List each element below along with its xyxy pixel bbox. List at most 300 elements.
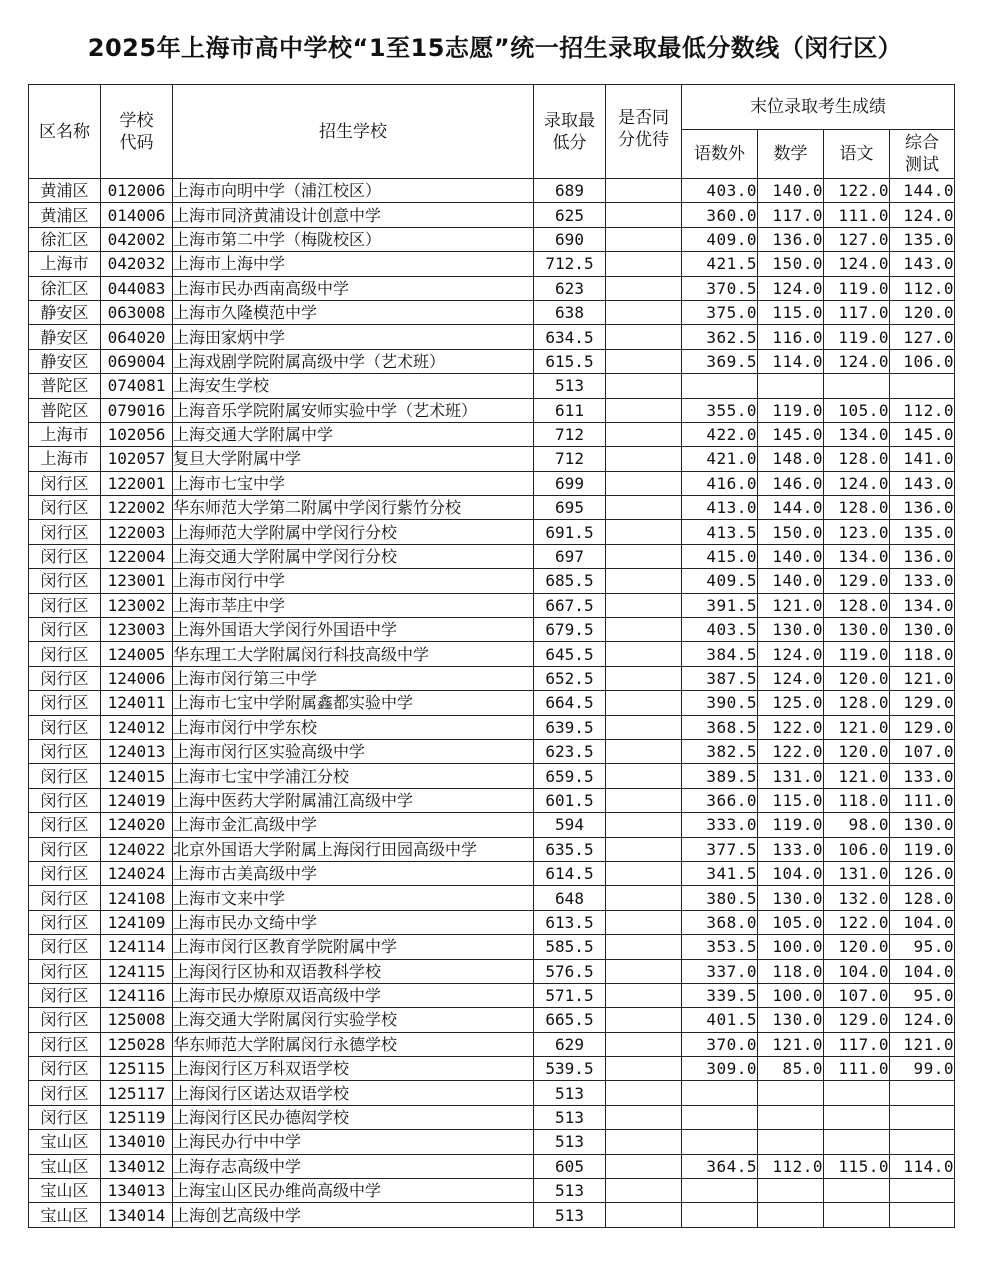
math-score-cell: 122.0 bbox=[758, 739, 824, 763]
math-score-cell: 100.0 bbox=[758, 935, 824, 959]
math-score-cell bbox=[758, 1179, 824, 1203]
school-name-cell: 上海市同济黄浦设计创意中学 bbox=[173, 203, 534, 227]
math-score-cell: 144.0 bbox=[758, 496, 824, 520]
comprehensive-score-cell: 133.0 bbox=[890, 569, 955, 593]
school-name-cell: 上海市古美高级中学 bbox=[173, 861, 534, 885]
min-score-cell: 513 bbox=[534, 1203, 606, 1227]
math-score-cell: 104.0 bbox=[758, 861, 824, 885]
same-priority-cell bbox=[606, 861, 682, 885]
yswy-score-cell: 403.5 bbox=[682, 618, 758, 642]
district-cell: 闵行区 bbox=[29, 1032, 101, 1056]
code-cell: 125119 bbox=[101, 1105, 173, 1129]
comprehensive-score-cell: 104.0 bbox=[890, 959, 955, 983]
yswy-score-cell: 370.5 bbox=[682, 276, 758, 300]
header-row bbox=[29, 85, 955, 130]
header-school: 招生学校 bbox=[173, 85, 534, 179]
table-row bbox=[29, 959, 955, 983]
same-priority-cell bbox=[606, 252, 682, 276]
school-name-cell: 上海戏剧学院附属高级中学（艺术班） bbox=[173, 349, 534, 373]
school-name-cell: 上海市闵行区教育学院附属中学 bbox=[173, 935, 534, 959]
yswy-score-cell: 341.5 bbox=[682, 861, 758, 885]
same-priority-cell bbox=[606, 837, 682, 861]
district-cell: 静安区 bbox=[29, 300, 101, 324]
table-row bbox=[29, 569, 955, 593]
same-priority-cell bbox=[606, 569, 682, 593]
same-priority-cell bbox=[606, 520, 682, 544]
math-score-cell: 140.0 bbox=[758, 569, 824, 593]
math-score-cell: 119.0 bbox=[758, 813, 824, 837]
yswy-score-cell: 380.5 bbox=[682, 886, 758, 910]
table-row bbox=[29, 276, 955, 300]
district-cell: 闵行区 bbox=[29, 569, 101, 593]
table-row bbox=[29, 1032, 955, 1056]
table-row bbox=[29, 179, 955, 203]
yswy-score-cell: 384.5 bbox=[682, 642, 758, 666]
table-row bbox=[29, 227, 955, 251]
yswy-score-cell bbox=[682, 1105, 758, 1129]
same-priority-cell bbox=[606, 715, 682, 739]
min-score-cell: 513 bbox=[534, 1081, 606, 1105]
school-name-cell: 上海市闵行中学东校 bbox=[173, 715, 534, 739]
yswy-score-cell: 403.0 bbox=[682, 179, 758, 203]
same-priority-cell bbox=[606, 1032, 682, 1056]
code-cell: 124012 bbox=[101, 715, 173, 739]
code-cell: 122001 bbox=[101, 471, 173, 495]
code-cell: 042032 bbox=[101, 252, 173, 276]
table-row bbox=[29, 837, 955, 861]
same-priority-cell bbox=[606, 1130, 682, 1154]
yswy-score-cell: 377.5 bbox=[682, 837, 758, 861]
district-cell: 闵行区 bbox=[29, 813, 101, 837]
yswy-score-cell: 309.0 bbox=[682, 1057, 758, 1081]
school-name-cell: 上海存志高级中学 bbox=[173, 1154, 534, 1178]
comprehensive-score-cell bbox=[890, 1203, 955, 1227]
chinese-score-cell bbox=[824, 1130, 890, 1154]
yswy-score-cell: 364.5 bbox=[682, 1154, 758, 1178]
page-title: 2025年上海市高中学校“1至15志愿”统一招生录取最低分数线（闵行区） bbox=[87, 34, 903, 62]
min-score-cell: 712.5 bbox=[534, 252, 606, 276]
comprehensive-score-cell: 112.0 bbox=[890, 276, 955, 300]
min-score-cell: 513 bbox=[534, 1130, 606, 1154]
same-priority-cell bbox=[606, 935, 682, 959]
same-priority-cell bbox=[606, 813, 682, 837]
math-score-cell: 117.0 bbox=[758, 203, 824, 227]
table-row bbox=[29, 300, 955, 324]
school-name-cell: 上海市民办文绮中学 bbox=[173, 910, 534, 934]
chinese-score-cell: 121.0 bbox=[824, 764, 890, 788]
yswy-score-cell: 409.5 bbox=[682, 569, 758, 593]
district-cell: 闵行区 bbox=[29, 618, 101, 642]
min-score-cell: 645.5 bbox=[534, 642, 606, 666]
code-cell: 124005 bbox=[101, 642, 173, 666]
min-score-cell: 667.5 bbox=[534, 593, 606, 617]
district-cell: 闵行区 bbox=[29, 886, 101, 910]
comprehensive-score-cell: 144.0 bbox=[890, 179, 955, 203]
school-name-cell: 上海闵行区协和双语教科学校 bbox=[173, 959, 534, 983]
code-cell: 134014 bbox=[101, 1203, 173, 1227]
school-name-cell: 上海安生学校 bbox=[173, 374, 534, 398]
code-cell: 102056 bbox=[101, 422, 173, 446]
min-score-cell: 615.5 bbox=[534, 349, 606, 373]
district-cell: 普陀区 bbox=[29, 398, 101, 422]
min-score-cell: 679.5 bbox=[534, 618, 606, 642]
yswy-score-cell: 401.5 bbox=[682, 1008, 758, 1032]
min-score-cell: 513 bbox=[534, 1105, 606, 1129]
school-name-cell: 上海交通大学附属闵行实验学校 bbox=[173, 1008, 534, 1032]
math-score-cell: 145.0 bbox=[758, 422, 824, 446]
yswy-score-cell: 353.5 bbox=[682, 935, 758, 959]
min-score-cell: 648 bbox=[534, 886, 606, 910]
yswy-score-cell bbox=[682, 1081, 758, 1105]
chinese-score-cell bbox=[824, 1105, 890, 1129]
district-cell: 闵行区 bbox=[29, 666, 101, 690]
comprehensive-score-cell bbox=[890, 1130, 955, 1154]
math-score-cell: 124.0 bbox=[758, 276, 824, 300]
school-name-cell: 上海闵行区诺达双语学校 bbox=[173, 1081, 534, 1105]
code-cell: 134012 bbox=[101, 1154, 173, 1178]
comprehensive-score-cell: 135.0 bbox=[890, 227, 955, 251]
school-name-cell: 上海音乐学院附属安师实验中学（艺术班） bbox=[173, 398, 534, 422]
comprehensive-score-cell bbox=[890, 1105, 955, 1129]
same-priority-cell bbox=[606, 1057, 682, 1081]
code-cell: 124011 bbox=[101, 691, 173, 715]
min-score-cell: 638 bbox=[534, 300, 606, 324]
table-row bbox=[29, 1154, 955, 1178]
same-priority-cell bbox=[606, 1081, 682, 1105]
comprehensive-score-cell: 114.0 bbox=[890, 1154, 955, 1178]
math-score-cell: 100.0 bbox=[758, 983, 824, 1007]
math-score-cell bbox=[758, 1081, 824, 1105]
header-district: 区名称 bbox=[29, 85, 101, 179]
same-priority-cell bbox=[606, 422, 682, 446]
district-cell: 闵行区 bbox=[29, 715, 101, 739]
math-score-cell: 121.0 bbox=[758, 593, 824, 617]
district-cell: 上海市 bbox=[29, 422, 101, 446]
chinese-score-cell: 107.0 bbox=[824, 983, 890, 1007]
table-row bbox=[29, 886, 955, 910]
district-cell: 闵行区 bbox=[29, 520, 101, 544]
yswy-score-cell: 416.0 bbox=[682, 471, 758, 495]
same-priority-cell bbox=[606, 203, 682, 227]
header-same-priority: 是否同分优待 bbox=[606, 85, 682, 179]
table-row bbox=[29, 252, 955, 276]
code-cell: 014006 bbox=[101, 203, 173, 227]
math-score-cell bbox=[758, 1105, 824, 1129]
yswy-score-cell: 413.0 bbox=[682, 496, 758, 520]
score-table bbox=[28, 84, 955, 1228]
chinese-score-cell bbox=[824, 374, 890, 398]
same-priority-cell bbox=[606, 983, 682, 1007]
table-row bbox=[29, 349, 955, 373]
district-cell: 闵行区 bbox=[29, 471, 101, 495]
yswy-score-cell: 339.5 bbox=[682, 983, 758, 1007]
yswy-score-cell: 362.5 bbox=[682, 325, 758, 349]
chinese-score-cell: 131.0 bbox=[824, 861, 890, 885]
chinese-score-cell bbox=[824, 1179, 890, 1203]
table-row bbox=[29, 1130, 955, 1154]
comprehensive-score-cell: 111.0 bbox=[890, 788, 955, 812]
code-cell: 134013 bbox=[101, 1179, 173, 1203]
comprehensive-score-cell: 136.0 bbox=[890, 544, 955, 568]
min-score-cell: 697 bbox=[534, 544, 606, 568]
yswy-score-cell: 421.0 bbox=[682, 447, 758, 471]
math-score-cell: 131.0 bbox=[758, 764, 824, 788]
math-score-cell: 124.0 bbox=[758, 642, 824, 666]
same-priority-cell bbox=[606, 1105, 682, 1129]
district-cell: 闵行区 bbox=[29, 837, 101, 861]
math-score-cell: 85.0 bbox=[758, 1057, 824, 1081]
district-cell: 宝山区 bbox=[29, 1154, 101, 1178]
comprehensive-score-cell: 121.0 bbox=[890, 1032, 955, 1056]
same-priority-cell bbox=[606, 788, 682, 812]
same-priority-cell bbox=[606, 739, 682, 763]
same-priority-cell bbox=[606, 544, 682, 568]
code-cell: 134010 bbox=[101, 1130, 173, 1154]
district-cell: 黄浦区 bbox=[29, 203, 101, 227]
min-score-cell: 659.5 bbox=[534, 764, 606, 788]
comprehensive-score-cell bbox=[890, 1081, 955, 1105]
school-name-cell: 上海师范大学附属中学闵行分校 bbox=[173, 520, 534, 544]
same-priority-cell bbox=[606, 618, 682, 642]
comprehensive-score-cell: 112.0 bbox=[890, 398, 955, 422]
comprehensive-score-cell: 136.0 bbox=[890, 496, 955, 520]
math-score-cell: 115.0 bbox=[758, 300, 824, 324]
chinese-score-cell: 117.0 bbox=[824, 1032, 890, 1056]
min-score-cell: 685.5 bbox=[534, 569, 606, 593]
chinese-score-cell: 105.0 bbox=[824, 398, 890, 422]
comprehensive-score-cell: 126.0 bbox=[890, 861, 955, 885]
school-name-cell: 上海市向明中学（浦江校区） bbox=[173, 179, 534, 203]
school-name-cell: 华东师范大学附属闵行永德学校 bbox=[173, 1032, 534, 1056]
chinese-score-cell: 127.0 bbox=[824, 227, 890, 251]
comprehensive-score-cell: 145.0 bbox=[890, 422, 955, 446]
yswy-score-cell: 368.0 bbox=[682, 910, 758, 934]
district-cell: 闵行区 bbox=[29, 1008, 101, 1032]
header-code: 学校代码 bbox=[101, 85, 173, 179]
same-priority-cell bbox=[606, 1008, 682, 1032]
same-priority-cell bbox=[606, 496, 682, 520]
chinese-score-cell bbox=[824, 1203, 890, 1227]
chinese-score-cell: 123.0 bbox=[824, 520, 890, 544]
school-name-cell: 上海田家炳中学 bbox=[173, 325, 534, 349]
math-score-cell: 119.0 bbox=[758, 398, 824, 422]
school-name-cell: 上海外国语大学闵行外国语中学 bbox=[173, 618, 534, 642]
chinese-score-cell: 130.0 bbox=[824, 618, 890, 642]
header-chinese: 语文 bbox=[824, 130, 890, 179]
code-cell: 122003 bbox=[101, 520, 173, 544]
district-cell: 徐汇区 bbox=[29, 276, 101, 300]
min-score-cell: 695 bbox=[534, 496, 606, 520]
math-score-cell bbox=[758, 374, 824, 398]
min-score-cell: 594 bbox=[534, 813, 606, 837]
district-cell: 闵行区 bbox=[29, 935, 101, 959]
code-cell: 123001 bbox=[101, 569, 173, 593]
table-row bbox=[29, 983, 955, 1007]
min-score-cell: 635.5 bbox=[534, 837, 606, 861]
header-comprehensive: 综合测试 bbox=[890, 130, 955, 179]
header-last-admitted-group: 末位录取考生成绩 bbox=[682, 85, 955, 130]
table-row bbox=[29, 788, 955, 812]
math-score-cell: 124.0 bbox=[758, 666, 824, 690]
chinese-score-cell: 128.0 bbox=[824, 593, 890, 617]
same-priority-cell bbox=[606, 1203, 682, 1227]
same-priority-cell bbox=[606, 447, 682, 471]
min-score-cell: 712 bbox=[534, 422, 606, 446]
chinese-score-cell bbox=[824, 1081, 890, 1105]
chinese-score-cell: 120.0 bbox=[824, 666, 890, 690]
yswy-score-cell: 337.0 bbox=[682, 959, 758, 983]
same-priority-cell bbox=[606, 886, 682, 910]
school-name-cell: 上海市金汇高级中学 bbox=[173, 813, 534, 837]
school-name-cell: 上海闵行区万科双语学校 bbox=[173, 1057, 534, 1081]
same-priority-cell bbox=[606, 349, 682, 373]
same-priority-cell bbox=[606, 374, 682, 398]
comprehensive-score-cell: 104.0 bbox=[890, 910, 955, 934]
code-cell: 012006 bbox=[101, 179, 173, 203]
min-score-cell: 699 bbox=[534, 471, 606, 495]
comprehensive-score-cell: 143.0 bbox=[890, 252, 955, 276]
min-score-cell: 629 bbox=[534, 1032, 606, 1056]
code-cell: 123002 bbox=[101, 593, 173, 617]
code-cell: 122002 bbox=[101, 496, 173, 520]
code-cell: 125117 bbox=[101, 1081, 173, 1105]
chinese-score-cell: 120.0 bbox=[824, 739, 890, 763]
chinese-score-cell: 128.0 bbox=[824, 496, 890, 520]
min-score-cell: 665.5 bbox=[534, 1008, 606, 1032]
same-priority-cell bbox=[606, 300, 682, 324]
code-cell: 124019 bbox=[101, 788, 173, 812]
table-row bbox=[29, 1179, 955, 1203]
yswy-score-cell: 415.0 bbox=[682, 544, 758, 568]
yswy-score-cell: 390.5 bbox=[682, 691, 758, 715]
table-row bbox=[29, 813, 955, 837]
chinese-score-cell: 111.0 bbox=[824, 1057, 890, 1081]
same-priority-cell bbox=[606, 642, 682, 666]
yswy-score-cell: 389.5 bbox=[682, 764, 758, 788]
math-score-cell: 116.0 bbox=[758, 325, 824, 349]
district-cell: 闵行区 bbox=[29, 959, 101, 983]
chinese-score-cell: 104.0 bbox=[824, 959, 890, 983]
chinese-score-cell: 111.0 bbox=[824, 203, 890, 227]
math-score-cell bbox=[758, 1130, 824, 1154]
chinese-score-cell: 124.0 bbox=[824, 349, 890, 373]
chinese-score-cell: 132.0 bbox=[824, 886, 890, 910]
district-cell: 闵行区 bbox=[29, 788, 101, 812]
district-cell: 上海市 bbox=[29, 447, 101, 471]
comprehensive-score-cell bbox=[890, 374, 955, 398]
school-name-cell: 复旦大学附属中学 bbox=[173, 447, 534, 471]
school-name-cell: 上海中医药大学附属浦江高级中学 bbox=[173, 788, 534, 812]
code-cell: 044083 bbox=[101, 276, 173, 300]
same-priority-cell bbox=[606, 910, 682, 934]
table-row bbox=[29, 496, 955, 520]
district-cell: 闵行区 bbox=[29, 1081, 101, 1105]
table-row bbox=[29, 764, 955, 788]
chinese-score-cell: 106.0 bbox=[824, 837, 890, 861]
same-priority-cell bbox=[606, 764, 682, 788]
same-priority-cell bbox=[606, 179, 682, 203]
min-score-cell: 613.5 bbox=[534, 910, 606, 934]
yswy-score-cell: 366.0 bbox=[682, 788, 758, 812]
yswy-score-cell: 387.5 bbox=[682, 666, 758, 690]
district-cell: 静安区 bbox=[29, 349, 101, 373]
chinese-score-cell: 119.0 bbox=[824, 642, 890, 666]
table-row bbox=[29, 325, 955, 349]
same-priority-cell bbox=[606, 1179, 682, 1203]
math-score-cell: 122.0 bbox=[758, 715, 824, 739]
table-row bbox=[29, 739, 955, 763]
school-name-cell: 上海市闵行中学 bbox=[173, 569, 534, 593]
same-priority-cell bbox=[606, 398, 682, 422]
yswy-score-cell bbox=[682, 374, 758, 398]
same-priority-cell bbox=[606, 666, 682, 690]
comprehensive-score-cell: 127.0 bbox=[890, 325, 955, 349]
comprehensive-score-cell: 95.0 bbox=[890, 935, 955, 959]
yswy-score-cell: 409.0 bbox=[682, 227, 758, 251]
school-name-cell: 上海市民办燎原双语高级中学 bbox=[173, 983, 534, 1007]
chinese-score-cell: 119.0 bbox=[824, 325, 890, 349]
chinese-score-cell: 129.0 bbox=[824, 1008, 890, 1032]
min-score-cell: 585.5 bbox=[534, 935, 606, 959]
code-cell: 125008 bbox=[101, 1008, 173, 1032]
table-row bbox=[29, 1008, 955, 1032]
math-score-cell: 121.0 bbox=[758, 1032, 824, 1056]
code-cell: 124115 bbox=[101, 959, 173, 983]
chinese-score-cell: 119.0 bbox=[824, 276, 890, 300]
comprehensive-score-cell: 107.0 bbox=[890, 739, 955, 763]
comprehensive-score-cell: 118.0 bbox=[890, 642, 955, 666]
school-name-cell: 上海市莘庄中学 bbox=[173, 593, 534, 617]
district-cell: 上海市 bbox=[29, 252, 101, 276]
same-priority-cell bbox=[606, 593, 682, 617]
district-cell: 闵行区 bbox=[29, 861, 101, 885]
math-score-cell: 130.0 bbox=[758, 618, 824, 642]
table-row bbox=[29, 1081, 955, 1105]
school-name-cell: 上海交通大学附属中学 bbox=[173, 422, 534, 446]
comprehensive-score-cell: 130.0 bbox=[890, 618, 955, 642]
code-cell: 123003 bbox=[101, 618, 173, 642]
district-cell: 闵行区 bbox=[29, 983, 101, 1007]
yswy-score-cell: 369.5 bbox=[682, 349, 758, 373]
min-score-cell: 623 bbox=[534, 276, 606, 300]
comprehensive-score-cell: 124.0 bbox=[890, 203, 955, 227]
min-score-cell: 712 bbox=[534, 447, 606, 471]
min-score-cell: 664.5 bbox=[534, 691, 606, 715]
comprehensive-score-cell bbox=[890, 1179, 955, 1203]
school-name-cell: 华东理工大学附属闵行科技高级中学 bbox=[173, 642, 534, 666]
min-score-cell: 576.5 bbox=[534, 959, 606, 983]
yswy-score-cell: 375.0 bbox=[682, 300, 758, 324]
code-cell: 124013 bbox=[101, 739, 173, 763]
table-row bbox=[29, 544, 955, 568]
min-score-cell: 539.5 bbox=[534, 1057, 606, 1081]
table-row bbox=[29, 910, 955, 934]
table-row bbox=[29, 447, 955, 471]
chinese-score-cell: 122.0 bbox=[824, 179, 890, 203]
min-score-cell: 690 bbox=[534, 227, 606, 251]
code-cell: 124020 bbox=[101, 813, 173, 837]
yswy-score-cell: 382.5 bbox=[682, 739, 758, 763]
min-score-cell: 513 bbox=[534, 1179, 606, 1203]
code-cell: 124022 bbox=[101, 837, 173, 861]
district-cell: 闵行区 bbox=[29, 910, 101, 934]
math-score-cell: 150.0 bbox=[758, 252, 824, 276]
math-score-cell: 148.0 bbox=[758, 447, 824, 471]
code-cell: 063008 bbox=[101, 300, 173, 324]
yswy-score-cell bbox=[682, 1179, 758, 1203]
school-name-cell: 上海市七宝中学浦江分校 bbox=[173, 764, 534, 788]
comprehensive-score-cell: 95.0 bbox=[890, 983, 955, 1007]
